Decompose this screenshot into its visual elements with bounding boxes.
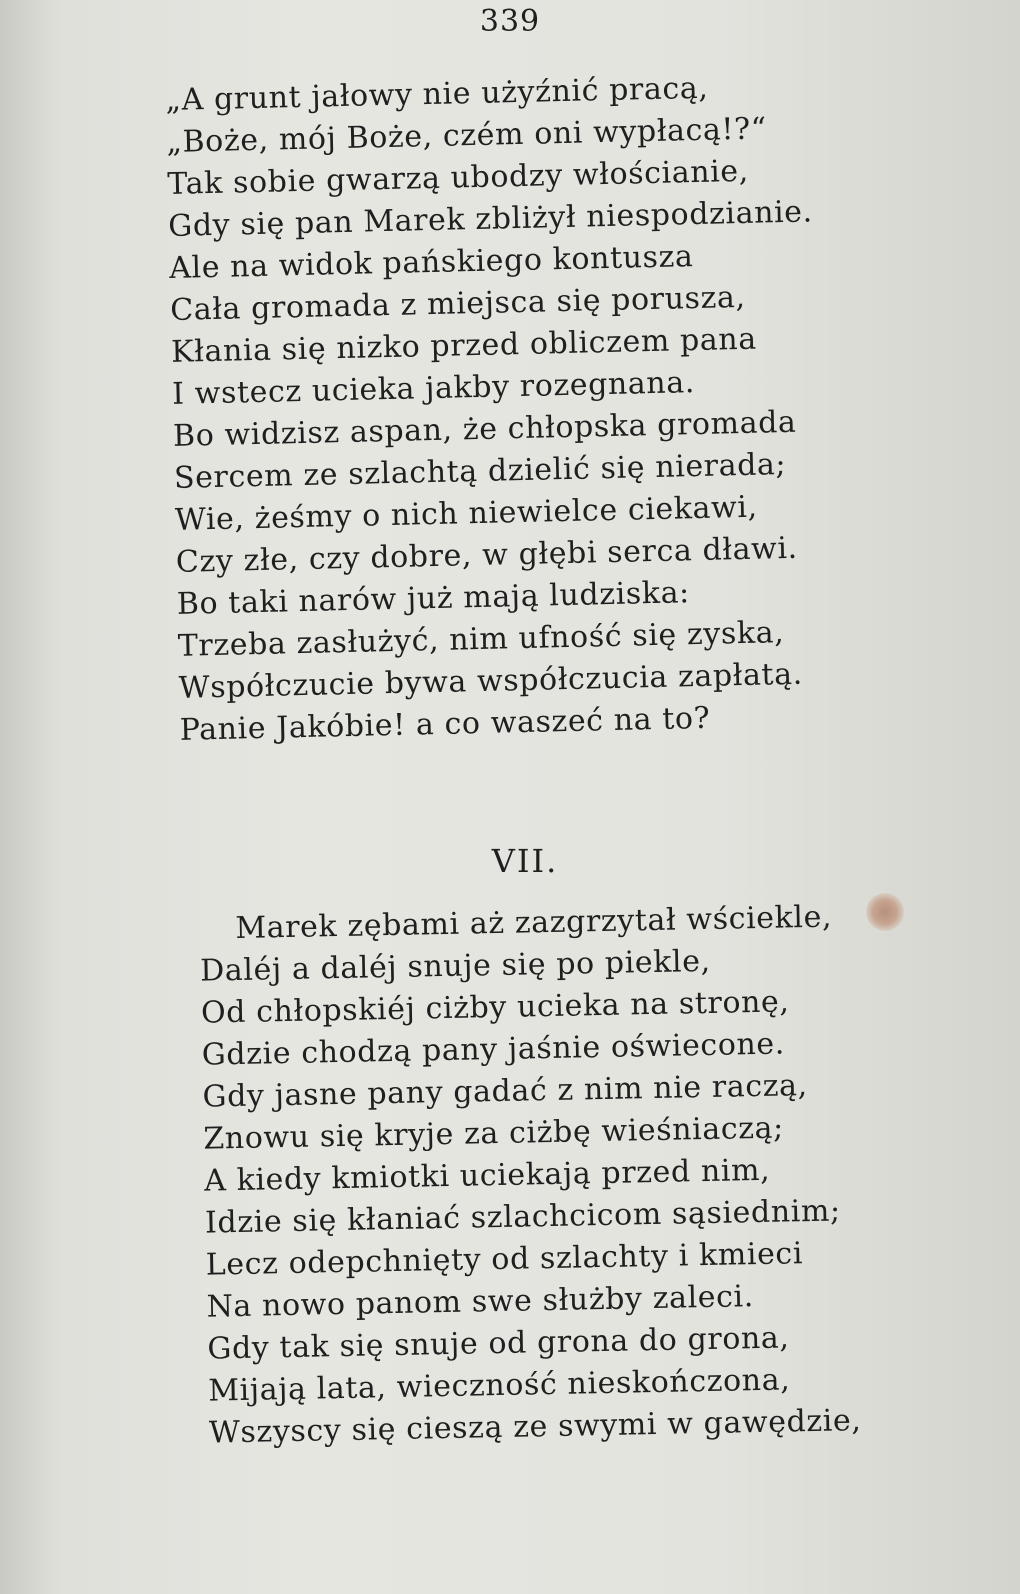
verse-line: Mijają lata, wieczność nieskończona, bbox=[207, 1362, 791, 1409]
verse-line: Kłania się nizko przed obliczem pana bbox=[170, 321, 758, 370]
verse-line: Znowu się kryje za ciżbę wieśniaczą; bbox=[203, 1110, 785, 1157]
verse-line: Tak sobie gwarzą ubodzy włościanie, bbox=[166, 153, 750, 202]
stanza-2 bbox=[199, 896, 862, 1454]
paper-stain bbox=[866, 893, 904, 931]
verse-line: Gdy jasne pany gadać z nim nie raczą, bbox=[202, 1068, 809, 1115]
verse-line: A kiedy kmiotki uciekają przed nim, bbox=[203, 1152, 771, 1199]
verse-line: „A grunt jałowy nie użyźnić pracą, bbox=[165, 70, 709, 118]
page-number: 339 bbox=[479, 4, 541, 39]
verse-line: Sercem ze szlachtą dzielić się nierada; bbox=[173, 447, 787, 496]
verse-line: Gdzie chodzą pany jaśnie oświecone. bbox=[201, 1026, 786, 1073]
verse-line: Gdy tak się snuje od grona do grona, bbox=[207, 1320, 790, 1367]
stanza-1 bbox=[165, 65, 825, 751]
verse-line: „Boże, mój Boże, czém oni wypłacą!?“ bbox=[166, 111, 768, 160]
verse-line: Bo taki narów już mają ludziska: bbox=[176, 575, 691, 622]
verse-line: Ale na widok pańskiego kontusza bbox=[168, 239, 694, 286]
verse-line: Bo widzisz aspan, że chłopska gromada bbox=[172, 404, 797, 454]
verse-line: Idzie się kłaniać szlachcicom sąsiednim; bbox=[204, 1193, 841, 1241]
verse-line: Współczucie bywa współczucia zapłatą. bbox=[178, 656, 804, 706]
verse-line: Wszyscy się cieszą ze swymi w gawędzie, bbox=[208, 1403, 862, 1451]
verse-line: I wstecz ucieka jakby rozegnana. bbox=[171, 365, 696, 412]
verse-line: Czy złe, czy dobre, w głębi serca dławi. bbox=[175, 530, 799, 580]
verse-line: Od chłopskiéj ciżby ucieka na stronę, bbox=[200, 984, 790, 1031]
verse-line: Daléj a daléj snuje się po piekle, bbox=[199, 943, 712, 989]
verse-line: Panie Jakóbie! a co waszeć na to? bbox=[179, 700, 711, 748]
section-heading: VII. bbox=[491, 842, 559, 880]
verse-line: Lecz odepchnięty od szlachty i kmieci bbox=[205, 1236, 804, 1283]
verse-line: Cała gromada z miejsca się porusza, bbox=[169, 279, 746, 328]
verse-line: Gdy się pan Marek zbliżył niespodzianie. bbox=[167, 194, 814, 244]
verse-line: Marek zębami aż zazgrzytał wściekle, bbox=[235, 899, 833, 946]
verse-line: Wie, żeśmy o nich niewielce ciekawi, bbox=[174, 489, 759, 538]
verse-line: Na nowo panom swe służby zaleci. bbox=[206, 1279, 755, 1325]
verse-line: Trzeba zasłużyć, nim ufność się zyska, bbox=[177, 615, 785, 664]
